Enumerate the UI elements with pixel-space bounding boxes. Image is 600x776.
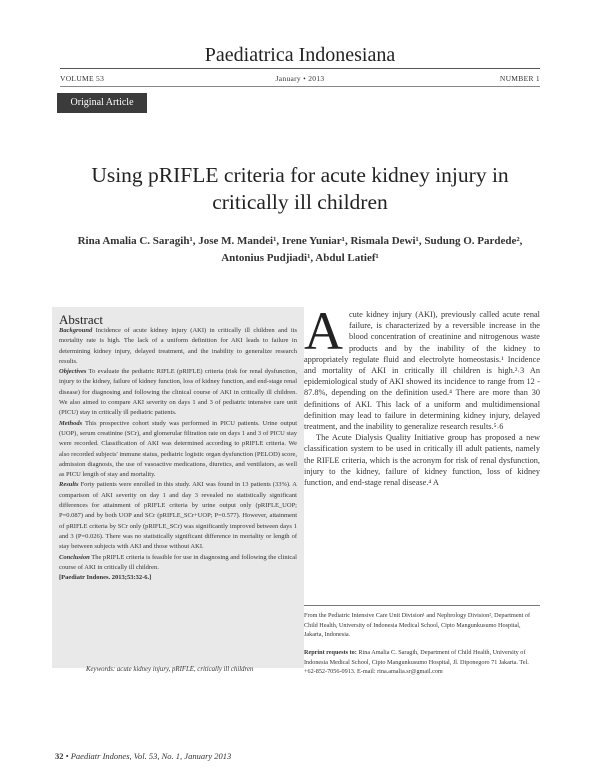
background-label: Background xyxy=(59,327,93,334)
affiliation-note: From the Pediatric Intensive Care Unit Division¹ and Nephrology Division², Department of Child Health, University of Indonesia Medical School, Cipto Mangunkusumo Hospital, Jakarta, Indonesia. xyxy=(304,612,531,638)
results-text: Forty patients were enrolled in this study. AKI was found in 13 patients (33%). A comparison of AKI severity on day 1 and day 3 revealed no statistically significant differences for attainment of pRIFLE criteria by urine output only (pRIFLE_UOP; P=0.087) and by both UOP and SCr (pRIFLE_SCr+UOP; P=0.577). However, attainment of pRIFLE criteria by SCr only (pRIFLE_SCr) was significantly improved between days 1 and 3 (P=0.026). There was no statistically significant difference in mortality or length of stay between subjects with AKI and those without AKI. xyxy=(59,481,297,551)
author-list xyxy=(60,233,540,267)
footnote-rule xyxy=(304,605,540,606)
number-label: NUMBER 1 xyxy=(499,74,540,83)
abstract-text xyxy=(59,326,297,583)
journal-title: Paediatrica Indonesiana xyxy=(204,44,396,66)
results-label: Results xyxy=(59,481,79,489)
keywords xyxy=(86,665,286,675)
drop-cap: A xyxy=(304,301,343,361)
page-number: 32 xyxy=(55,751,64,761)
methods-text: This prospective cohort study was performed in PICU patients. Urine output (UOP), serum creatinine (SCr), and glomerular filtration rate on days 1 and 3 of PICU stay were recorded. Classification of AKI was determined according to pRIFLE criteria. We also recorded subjects' immune status, pediatric logistic organ dysfunction (PELOD) score, admission diagnosis, the use of vasoactive medications, diuretics, and ventilators, as well as PICU length of stay and mortality. xyxy=(59,419,297,479)
abstract-conclusion xyxy=(59,553,297,574)
title-line-2: critically ill children xyxy=(212,190,388,214)
abstract-results xyxy=(59,480,297,552)
body-paragraph-2: The Acute Dialysis Quality Initiative group has proposed a new classification system to be used in critically ill adult patients, namely the RIFLE criteria, which is the acronym for risk of renal dysfunction, injury to the kidney, failure of kidney function, loss of kidney function, and end-stage renal disease.⁴ A xyxy=(304,433,540,488)
objectives-label: Objectives xyxy=(59,368,87,376)
reprint-label: Reprint requests to: xyxy=(304,649,357,656)
abstract-heading: Abstract xyxy=(59,312,104,327)
body-paragraph-1: cute kidney injury (AKI), previously called acute renal failure, is characterized by a reversible increase in the blood concentration of creatinine and nitrogenous waste products and by the inability of the kidney to appropriately regulate fluid and electrolyte homeostasis.¹ Incidence and mortality of AKI in critically ill children is high.²˒3 An epidemiological study of AKI showed its incidence to range from 12 - 87.8%, depending on the definition used.⁴ There are more than 30 definitions of AKI. This lack of a uniform and multidimensional definition may lead to failure in determining kidney injury, delayed treatment, and the inability to generalize research results.⁵˒6 xyxy=(304,310,540,432)
authors-line-1: Rina Amalia C. Saragih¹, Jose M. Mandei¹, Irene Yuniar¹, Rismala Dewi¹, Sudung O. Pardede², xyxy=(77,235,523,247)
keywords-label: Keywords: xyxy=(86,666,116,673)
methods-label: Methods xyxy=(59,419,83,427)
objectives-text: To evaluate the pediatric RIFLE (pRIFLE) criteria (risk for renal dysfunction, injury to the kidney, failure of kidney function, loss of kidney function, and end-stage renal disease) for diagnosing and following the clinical course of AKI in critically ill children. We also aimed to compare AKI severity on days 1 and 3 of pediatric intensive care unit (PICU) stay in critically ill pediatric patients. xyxy=(59,368,297,417)
issue-date: January • 2013 xyxy=(275,74,325,83)
title-line-1: Using pRIFLE criteria for acute kidney injury in xyxy=(91,163,509,187)
reprint-text: Rina Amalia C. Saragih, Department of Child Health, University of Indonesia Medical School, Cipto Mangunkusumo Hospital, Jl. Diponegoro 71 Jakarta. Tel. +62-852-7056-0913. E-mail: rina.amalia.sr@gmail.com xyxy=(304,649,529,675)
header-divider xyxy=(60,86,540,87)
abstract-methods xyxy=(59,419,297,481)
conclusion-label: Conclusion xyxy=(59,553,90,561)
article-title xyxy=(60,162,540,216)
reprint-note xyxy=(304,648,540,677)
header-rule xyxy=(60,68,540,69)
background-text: Incidence of acute kidney injury (AKI) in critically ill children and its mortality rate is high. The lack of a uniform definition for AKI leads to failure in determining kidney injury, delayed treatment, and the inability to generalize research results. xyxy=(59,327,297,365)
conclusion-text: The pRIFLE criteria is feasible for use in diagnosing and following the clinical course of AKI in critically ill children. xyxy=(59,553,297,571)
body-text xyxy=(304,301,540,488)
abstract-background xyxy=(59,326,297,367)
volume-label: VOLUME 53 xyxy=(60,74,105,83)
keywords-text: acute kidney injury, pRIFLE, critically ill children xyxy=(115,666,254,673)
page-footer xyxy=(55,751,231,761)
footer-citation: Paediatr Indones, Vol. 53, No. 1, January 2013 xyxy=(70,751,232,761)
abstract-citation: [Paediatr Indones. 2013;53:32-6.] xyxy=(59,574,152,582)
authors-line-2: Antonius Pudjiadi¹, Abdul Latief¹ xyxy=(221,252,379,264)
abstract-objectives xyxy=(59,367,297,418)
footer-bullet: • xyxy=(63,751,71,761)
article-type-badge: Original Article xyxy=(57,93,147,113)
